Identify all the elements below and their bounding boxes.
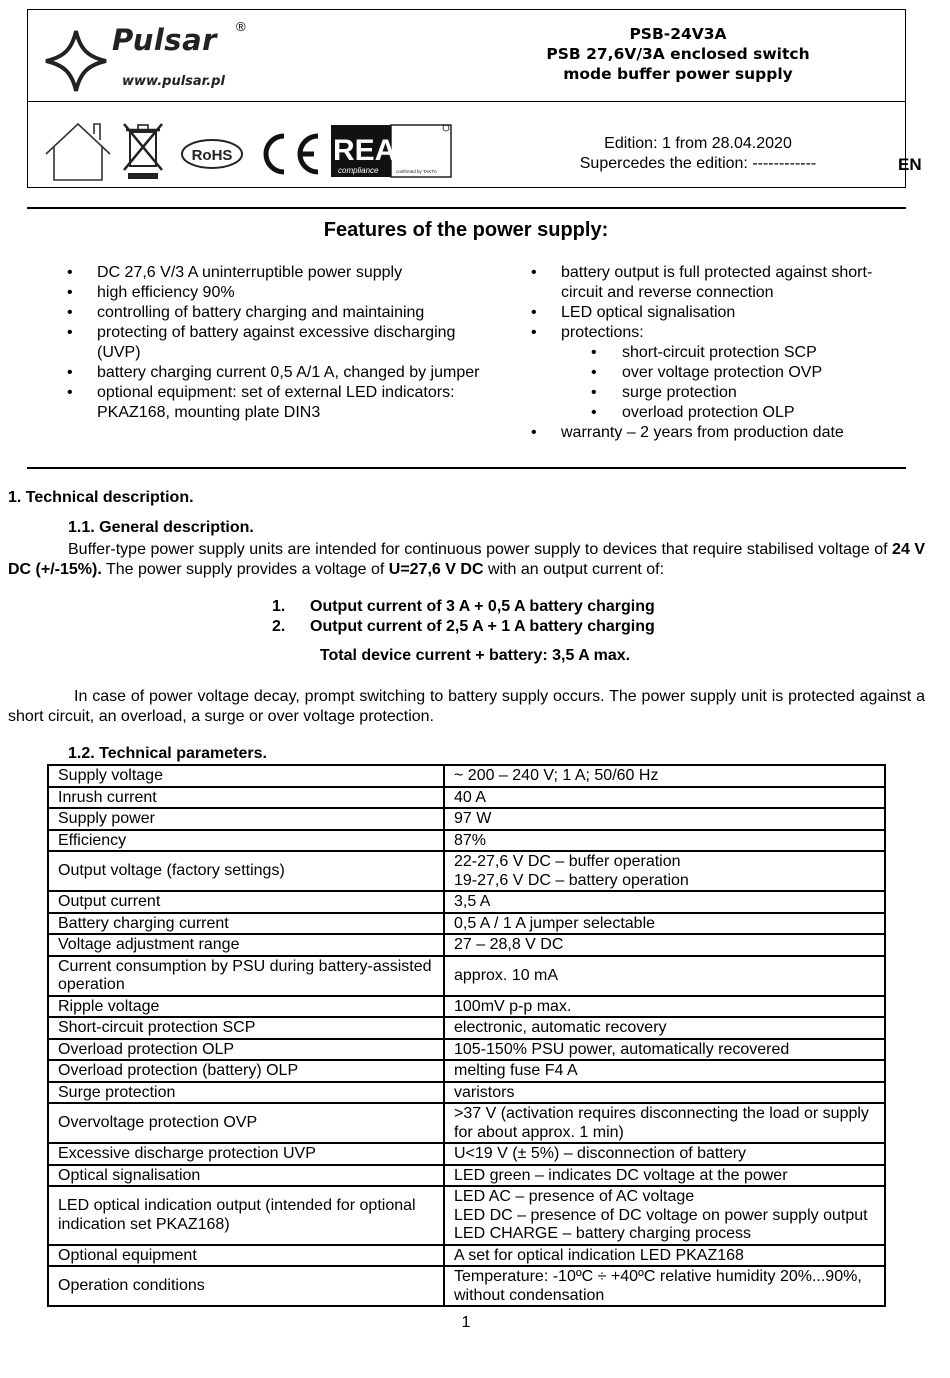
ce-mark-icon: [266, 136, 318, 172]
feature-item: • high efficiency 90%: [64, 283, 484, 303]
param-value-line: LED DC – presence of DC voltage on power supply output: [454, 1206, 868, 1224]
table-row: [48, 891, 885, 913]
param-value-line: U<19 V (± 5%) – disconnection of battery: [454, 1145, 747, 1162]
title-line-2: mode buffer power supply: [563, 65, 793, 83]
param-label: Efficiency: [48, 830, 444, 852]
table-row: [48, 1082, 885, 1104]
reach-compliance-icon: [331, 125, 451, 177]
param-value-line: LED CHARGE – battery charging process: [454, 1225, 752, 1242]
subsection-heading: 1.1. General description.: [68, 519, 254, 536]
reach-sub: compliance: [338, 166, 379, 175]
intro-text-e: with an output current of:: [483, 561, 665, 578]
param-label: Current consumption by PSU during battery-assisted operation: [48, 956, 444, 996]
reach-label: REACH: [333, 134, 440, 167]
protection-item: • surge protection: [528, 383, 898, 403]
language-code: EN: [898, 155, 922, 174]
param-label: Operation conditions: [48, 1266, 444, 1306]
product-title: [448, 24, 908, 84]
param-label: Voltage adjustment range: [48, 934, 444, 956]
param-value: [444, 808, 885, 830]
param-value: [444, 851, 885, 891]
table-row: [48, 1060, 885, 1082]
param-value: [444, 1039, 885, 1061]
table-row: [48, 1143, 885, 1165]
feature-item: • battery output is full protected against short-circuit and reverse connection: [528, 263, 898, 303]
feature-item: • DC 27,6 V/3 A uninterruptible power supply: [64, 263, 484, 283]
table-row: [48, 1245, 885, 1267]
param-label: Output voltage (factory settings): [48, 851, 444, 891]
param-value-line: melting fuse F4 A: [454, 1062, 578, 1079]
title-line-1: PSB 27,6V/3A enclosed switch: [546, 45, 810, 63]
decay-text: In case of power voltage decay, prompt switching to battery supply occurs. The power supply unit is protected against a short circuit, an overload, a surge or over voltage protection.: [8, 688, 925, 725]
supersedes-line: Supercedes the edition: ------------: [579, 155, 817, 172]
param-value-line: LED AC – presence of AC voltage: [454, 1188, 695, 1205]
total-current: Total device current + battery: 3,5 A max.: [319, 647, 631, 664]
protection-item: • short-circuit protection SCP: [528, 343, 898, 363]
feature-item: • controlling of battery charging and maintaining: [64, 303, 484, 323]
param-value: [444, 934, 885, 956]
param-value: [444, 830, 885, 852]
protection-item: • overload protection OLP: [528, 403, 898, 423]
param-label: Excessive discharge protection UVP: [48, 1143, 444, 1165]
subsection-heading: 1.2. Technical parameters.: [68, 745, 267, 762]
param-value: [444, 765, 885, 787]
param-label: Inrush current: [48, 787, 444, 809]
param-label: Overload protection (battery) OLP: [48, 1060, 444, 1082]
param-value-line: electronic, automatic recovery: [454, 1019, 667, 1036]
feature-item: • protecting of battery against excessive discharging (UVP): [64, 323, 484, 363]
registered-mark: ®: [236, 19, 246, 34]
param-value: [444, 1017, 885, 1039]
output-list: [272, 597, 655, 637]
features-right-list: [528, 263, 898, 443]
param-label: Surge protection: [48, 1082, 444, 1104]
param-value-line: 19-27,6 V DC – battery operation: [454, 871, 689, 889]
param-label: Ripple voltage: [48, 996, 444, 1018]
rohs-icon: [182, 140, 242, 168]
param-value: [444, 787, 885, 809]
param-value: [444, 913, 885, 935]
param-value-line: 0,5 A / 1 A jumper selectable: [454, 914, 656, 932]
features-title: Features of the power supply:: [323, 219, 609, 241]
param-label: Short-circuit protection SCP: [48, 1017, 444, 1039]
model-code: PSB-24V3A: [629, 25, 727, 43]
rule-bottom: [27, 467, 906, 469]
param-label: Battery charging current: [48, 913, 444, 935]
param-value: [444, 1266, 885, 1306]
table-row: [48, 1165, 885, 1187]
output-item: 1. Output current of 3 A + 0,5 A battery charging: [272, 598, 655, 615]
param-value-line: varistors: [454, 1083, 515, 1101]
param-value-line: 27 – 28,8 V DC: [454, 936, 564, 953]
page-number: 1: [461, 1314, 471, 1331]
protection-item: • over voltage protection OVP: [528, 363, 898, 383]
certification-icons: [42, 114, 462, 184]
param-value: [444, 891, 885, 913]
param-label: Overload protection OLP: [48, 1039, 444, 1061]
table-row: [48, 1186, 885, 1245]
edition-info: [548, 134, 848, 174]
rule-top: [27, 207, 906, 209]
param-value-line: 87%: [454, 831, 487, 849]
indoor-use-icon: [46, 124, 110, 180]
table-row: [48, 830, 885, 852]
intro-text-c: The power supply provides a voltage of: [101, 561, 389, 578]
table-row: [48, 1039, 885, 1061]
param-label: Output current: [48, 891, 444, 913]
table-row: [48, 934, 885, 956]
param-value-line: 22-27,6 V DC – buffer operation: [454, 853, 681, 870]
table-row: [48, 913, 885, 935]
param-value: [444, 1186, 885, 1245]
intro-text-b: 24 V DC (+/-15%).: [8, 541, 926, 578]
brand-name: Pulsar: [112, 23, 217, 57]
intro-paragraph: [8, 540, 925, 580]
param-value: [444, 1165, 885, 1187]
features-left-list: [64, 263, 484, 423]
param-value-line: LED green – indicates DC voltage at the power: [454, 1166, 788, 1184]
feature-item: • optional equipment: set of external LED indicators: PKAZ168, mounting plate DIN3: [64, 383, 484, 423]
feature-item: • LED optical signalisation: [528, 303, 898, 323]
param-label: LED optical indication output (intended for optional indication set PKAZ168): [48, 1186, 444, 1245]
table-row: [48, 1103, 885, 1143]
param-label: Supply voltage: [48, 765, 444, 787]
table-row: [48, 765, 885, 787]
feature-item: • protections:: [528, 323, 898, 343]
output-item: 2. Output current of 2,5 A + 1 A battery charging: [272, 618, 655, 635]
param-label: Overvoltage protection OVP: [48, 1103, 444, 1143]
param-value: [444, 1060, 885, 1082]
param-value: [444, 1082, 885, 1104]
table-row: [48, 851, 885, 891]
table-row: [48, 787, 885, 809]
param-label: Optical signalisation: [48, 1165, 444, 1187]
feature-item: • battery charging current 0,5 A/1 A, changed by jumper: [64, 363, 484, 383]
param-value-line: 105-150% PSU power, automatically recovered: [454, 1040, 790, 1058]
param-value-line: 3,5 A: [454, 893, 491, 910]
param-value-line: >37 V (activation requires disconnecting the load or supply for about approx. 1 min): [454, 1105, 869, 1141]
decay-paragraph: [8, 687, 925, 727]
param-value: [444, 1143, 885, 1165]
table-row: [48, 956, 885, 996]
param-value: [444, 1245, 885, 1267]
document-header: [27, 9, 922, 188]
edition-line: Edition: 1 from 28.04.2020: [604, 135, 792, 152]
reach-small: confirmed by TAKTA: [396, 169, 437, 174]
param-value-line: 40 A: [454, 788, 487, 806]
table-row: [48, 996, 885, 1018]
section-heading: 1. Technical description.: [8, 489, 194, 506]
param-value-line: approx. 10 mA: [454, 966, 559, 984]
table-row: [48, 1266, 885, 1306]
rohs-label: RoHS: [191, 147, 233, 164]
brand-url: www.pulsar.pl: [122, 74, 225, 89]
intro-text-d: U=27,6 V DC: [388, 561, 484, 578]
param-value: [444, 996, 885, 1018]
param-value-line: 97 W: [454, 810, 492, 827]
param-value-line: ~ 200 – 240 V; 1 A; 50/60 Hz: [454, 767, 659, 784]
technical-parameters-table: [47, 764, 886, 1307]
weee-bin-icon: [124, 124, 162, 179]
table-row: [48, 1017, 885, 1039]
pulsar-logo: [42, 19, 252, 97]
feature-item: • warranty – 2 years from production date: [528, 423, 898, 443]
param-label: Supply power: [48, 808, 444, 830]
intro-text-a: Buffer-type power supply units are intended for continuous power supply to devices that require stabilised voltage of: [68, 541, 893, 558]
param-value-line: Temperature: -10ºC ÷ +40ºC relative humidity 20%...90%, without condensation: [454, 1268, 862, 1304]
param-value: [444, 1103, 885, 1143]
header-divider: [28, 101, 905, 102]
table-row: [48, 808, 885, 830]
param-value: [444, 956, 885, 996]
param-value-line: A set for optical indication LED PKAZ168: [454, 1246, 744, 1264]
pulsar-star-icon: [44, 29, 108, 93]
param-value-line: 100mV p-p max.: [454, 997, 572, 1015]
param-label: Optional equipment: [48, 1245, 444, 1267]
